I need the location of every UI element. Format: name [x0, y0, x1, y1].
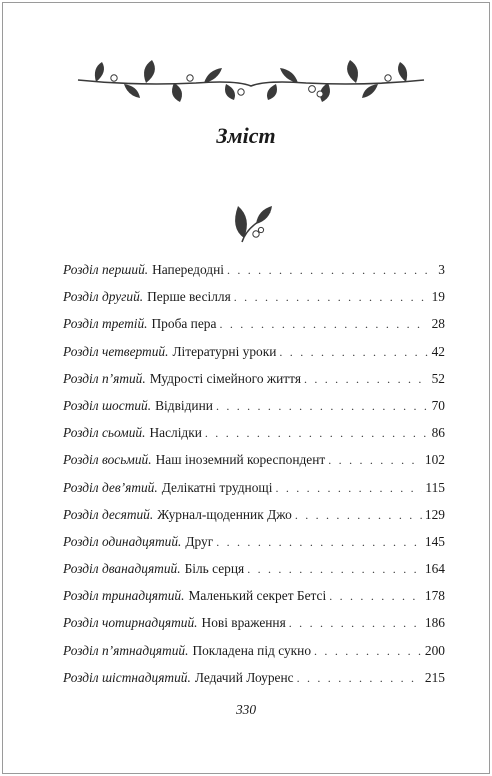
chapter-label: Розділ дев’ятий.	[63, 479, 158, 495]
chapter-label: Розділ одинадцятий.	[63, 533, 182, 549]
chapter-label: Розділ шостий.	[63, 397, 152, 413]
floral-vine-ornament-icon	[76, 56, 426, 106]
chapter-title: Перше весілля	[147, 289, 231, 305]
chapter-page-number: 115	[425, 479, 445, 495]
dot-leader	[247, 562, 422, 577]
dot-leader	[279, 345, 428, 360]
toc-entry[interactable]	[63, 480, 445, 507]
dot-leader	[304, 372, 428, 387]
chapter-label: Розділ чотирнадцятий.	[63, 615, 198, 631]
toc-entry[interactable]	[63, 588, 445, 615]
dot-leader	[328, 453, 422, 468]
toc-entry[interactable]	[63, 561, 445, 588]
chapter-label: Розділ сьомий.	[63, 425, 146, 441]
dot-leader	[227, 263, 428, 278]
chapter-label: Розділ десятий.	[63, 506, 154, 522]
chapter-label: Розділ восьмий.	[63, 452, 152, 468]
dot-leader	[234, 290, 428, 305]
toc-entry[interactable]	[63, 507, 445, 534]
toc-entry[interactable]	[63, 452, 445, 479]
chapter-page-number: 164	[424, 561, 445, 577]
dot-leader	[275, 481, 422, 496]
chapter-title: Нові враження	[201, 615, 286, 631]
chapter-title: Наш іноземний кореспондент	[155, 452, 326, 468]
chapter-page-number: 102	[424, 452, 445, 468]
dot-leader	[329, 589, 422, 604]
chapter-title: Покладена під сукно	[192, 642, 312, 658]
chapter-page-number: 200	[424, 642, 445, 658]
toc-entry[interactable]	[63, 534, 445, 561]
chapter-page-number: 186	[424, 615, 445, 631]
chapter-label: Розділ другий.	[63, 289, 144, 305]
page-number: 330	[235, 702, 257, 717]
toc-entry[interactable]	[63, 262, 445, 289]
dot-leader	[205, 426, 428, 441]
chapter-label: Розділ п’ятнадцятий.	[63, 642, 189, 658]
chapter-title: Журнал-щоденник Джо	[157, 506, 292, 522]
page-title: Зміст	[216, 123, 276, 148]
chapter-page-number: 178	[424, 588, 445, 604]
dot-leader	[219, 317, 428, 332]
toc-entry[interactable]	[63, 371, 445, 398]
chapter-page-number: 52	[431, 370, 445, 386]
chapter-page-number: 42	[431, 343, 445, 359]
toc-entry[interactable]	[63, 615, 445, 642]
chapter-page-number: 129	[424, 506, 445, 522]
chapter-title: Маленький секрет Бетсі	[188, 588, 327, 604]
toc-entry[interactable]	[63, 289, 445, 316]
chapter-title: Напередодні	[152, 262, 224, 277]
dot-leader	[289, 616, 422, 631]
chapter-label: Розділ третій.	[63, 316, 148, 332]
chapter-label: Розділ четвертий.	[63, 343, 169, 359]
chapter-title: Проба пера	[151, 316, 217, 332]
chapter-page-number: 28	[431, 316, 445, 332]
chapter-label: Розділ п’ятий.	[63, 370, 146, 386]
chapter-page-number: 19	[431, 289, 445, 305]
chapter-page-number: 215	[424, 669, 445, 685]
dot-leader	[216, 399, 428, 414]
table-of-contents	[63, 262, 445, 697]
chapter-title: Друг	[185, 533, 214, 549]
toc-entry[interactable]	[63, 316, 445, 343]
leaf-sprig-ornament-icon	[228, 202, 274, 246]
toc-entry[interactable]	[63, 425, 445, 452]
chapter-page-number: 70	[431, 397, 445, 413]
chapter-title: Літературні уроки	[172, 343, 277, 359]
toc-entry[interactable]	[63, 344, 445, 371]
chapter-page-number: 145	[424, 533, 445, 549]
chapter-label: Розділ дванадцятий.	[63, 561, 181, 577]
dot-leader	[295, 508, 422, 523]
chapter-title: Ледачий Лоуренс	[194, 669, 294, 685]
chapter-title: Біль серця	[184, 561, 245, 577]
chapter-title: Мудрості сімейного життя	[149, 370, 301, 386]
dot-leader	[216, 535, 422, 550]
dot-leader	[297, 671, 422, 686]
chapter-title: Відвідини	[155, 397, 213, 413]
chapter-title: Наслідки	[149, 425, 202, 441]
dot-leader	[314, 644, 422, 659]
toc-entry[interactable]	[63, 643, 445, 670]
chapter-label: Розділ тринадцятий.	[63, 588, 185, 604]
toc-entry[interactable]	[63, 398, 445, 425]
toc-entry[interactable]	[63, 670, 445, 697]
chapter-page-number: 3	[438, 262, 445, 277]
chapter-label: Розділ перший.	[63, 262, 149, 277]
chapter-title: Делікатні труднощі	[161, 479, 273, 495]
chapter-label: Розділ шістнадцятий.	[63, 669, 191, 685]
chapter-page-number: 86	[431, 425, 445, 441]
